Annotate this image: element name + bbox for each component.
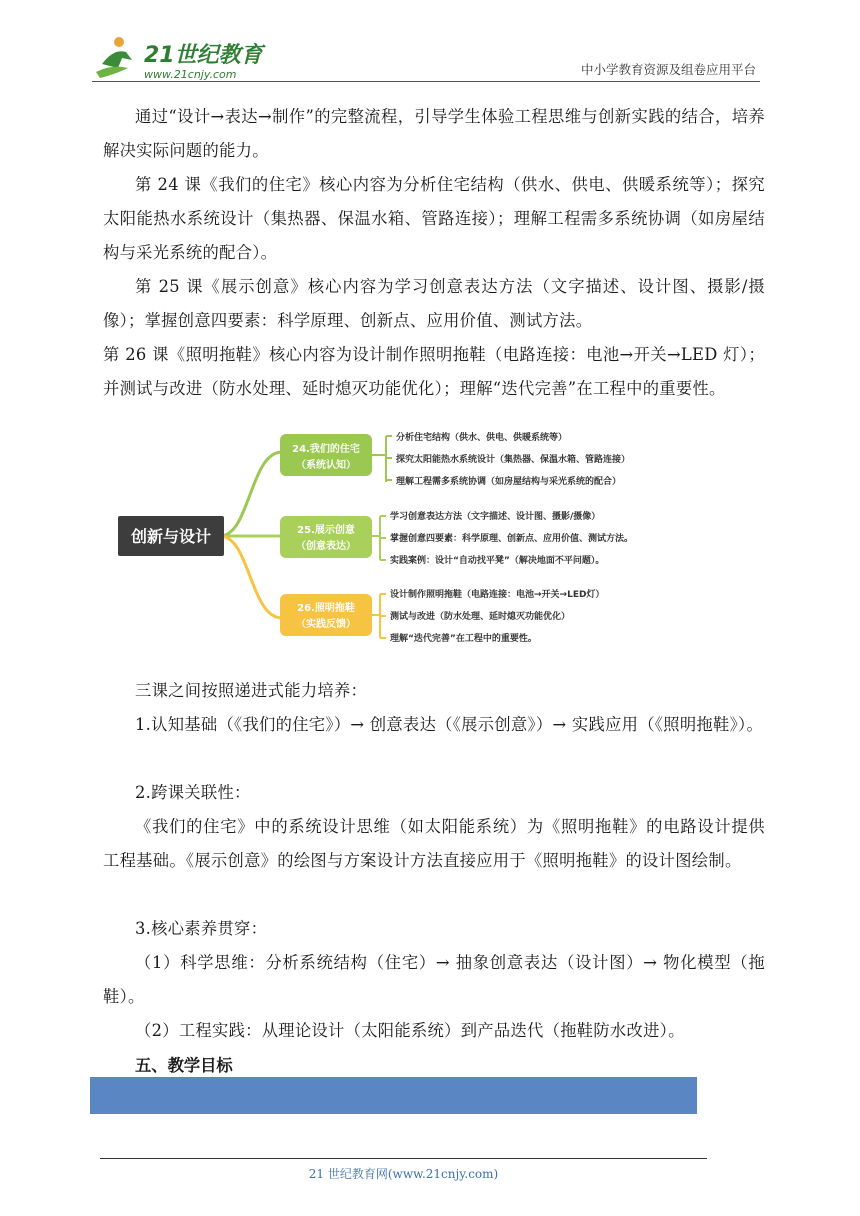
table-header-bar — [90, 1077, 697, 1114]
paragraph-lesson-26: 第 26 课《照明拖鞋》核心内容为设计制作照明拖鞋（电路连接：电池→开关→LED 灯）；并测试与改进（防水处理、延时熄灭功能优化）；理解“迭代完善”在工程中的重要性。 — [103, 345, 765, 398]
paragraph-engineering-practice: （2）工程实践：从理论设计（太阳能系统）到产品迭代（拖鞋防水改进）。 — [135, 1021, 685, 1040]
footer-text: 21 世纪教育网(www.21cnjy.com) — [308, 1167, 499, 1181]
branch-26-item: 设计制作照明拖鞋（电路连接：电池→开关→LED灯） — [390, 590, 605, 600]
branch-26-subtitle: （实践反馈） — [296, 619, 356, 630]
logo-text: 21世纪教育 — [144, 43, 263, 68]
paragraph-cross-lesson: 《我们的住宅》中的系统设计思维（如太阳能系统）为《照明拖鞋》的电路设计提供工程基础。《展示创意》的绘图与方案设计方法直接应用于《照明拖鞋》的设计图绘制。 — [103, 817, 765, 870]
branch-24-title: 24.我们的住宅 — [292, 444, 360, 455]
branch-25-item: 掌握创意四要素：科学原理、创新点、应用价值、测试方法。 — [390, 534, 634, 544]
paragraph-point-1: 1.认知基础（《我们的住宅》）→ 创意表达（《展示创意》）→ 实践应用（《照明拖鞋》）。 — [135, 715, 764, 734]
header-tagline: 中小学教育资源及组卷应用平台 — [580, 62, 756, 77]
branch-26-title: 26.照明拖鞋 — [297, 603, 355, 614]
branch-25-item: 实践案例：设计“自动找平凳”（解决地面不平问题）。 — [390, 556, 605, 566]
paragraph-science-thinking: （1）科学思维：分析系统结构（住宅）→ 抽象创意表达（设计图）→ 物化模型（拖鞋）。 — [103, 953, 765, 1006]
section-heading: 五、教学目标 — [135, 1056, 233, 1075]
paragraph-lesson-25: 第 25 课《展示创意》核心内容为学习创意表达方法（文字描述、设计图、摄影/摄像）；掌握创意四要素：科学原理、创新点、应用价值、测试方法。 — [103, 277, 765, 330]
branch-24-item: 分析住宅结构（供水、供电、供暖系统等） — [396, 433, 568, 443]
mind-map — [100, 412, 700, 658]
paragraph-point-3: 3.核心素养贯穿： — [135, 919, 268, 938]
branch-25-item: 学习创意表达方法（文字描述、设计图、摄影/摄像） — [390, 512, 601, 522]
branch-24-item: 探究太阳能热水系统设计（集热器、保温水箱、管路连接） — [396, 455, 631, 465]
site-logo — [92, 34, 272, 84]
branch-24-subtitle: （系统认知） — [296, 460, 356, 471]
paragraph-lesson-24: 第 24 课《我们的住宅》核心内容为分析住宅结构（供水、供电、供暖系统等）；探究太阳能热水系统设计（集热器、保温水箱、管路连接）；理解工程需多系统协调（如房屋结构与采光系统的配合）。 — [103, 175, 765, 262]
logo-url: www.21cnjy.com — [144, 68, 237, 81]
paragraph-intro: 通过“设计→表达→制作”的完整流程，引导学生体验工程思维与创新实践的结合，培养解决实际问题的能力。 — [103, 107, 765, 160]
branch-25-subtitle: （创意表达） — [296, 541, 356, 552]
branch-26-item: 理解“迭代完善”在工程中的重要性。 — [390, 634, 537, 644]
branch-25-title: 25.展示创意 — [297, 525, 355, 536]
paragraph-progression: 三课之间按照递进式能力培养： — [135, 681, 368, 700]
footer-divider — [100, 1158, 707, 1159]
branch-24-item: 理解工程需多系统协调（如房屋结构与采光系统的配合） — [396, 477, 622, 487]
header-divider — [92, 81, 760, 82]
paragraph-point-2: 2.跨课关联性： — [135, 783, 251, 802]
mind-map-root-label: 创新与设计 — [130, 527, 212, 546]
branch-26-item: 测试与改进（防水处理、延时熄灭功能优化） — [390, 612, 571, 622]
